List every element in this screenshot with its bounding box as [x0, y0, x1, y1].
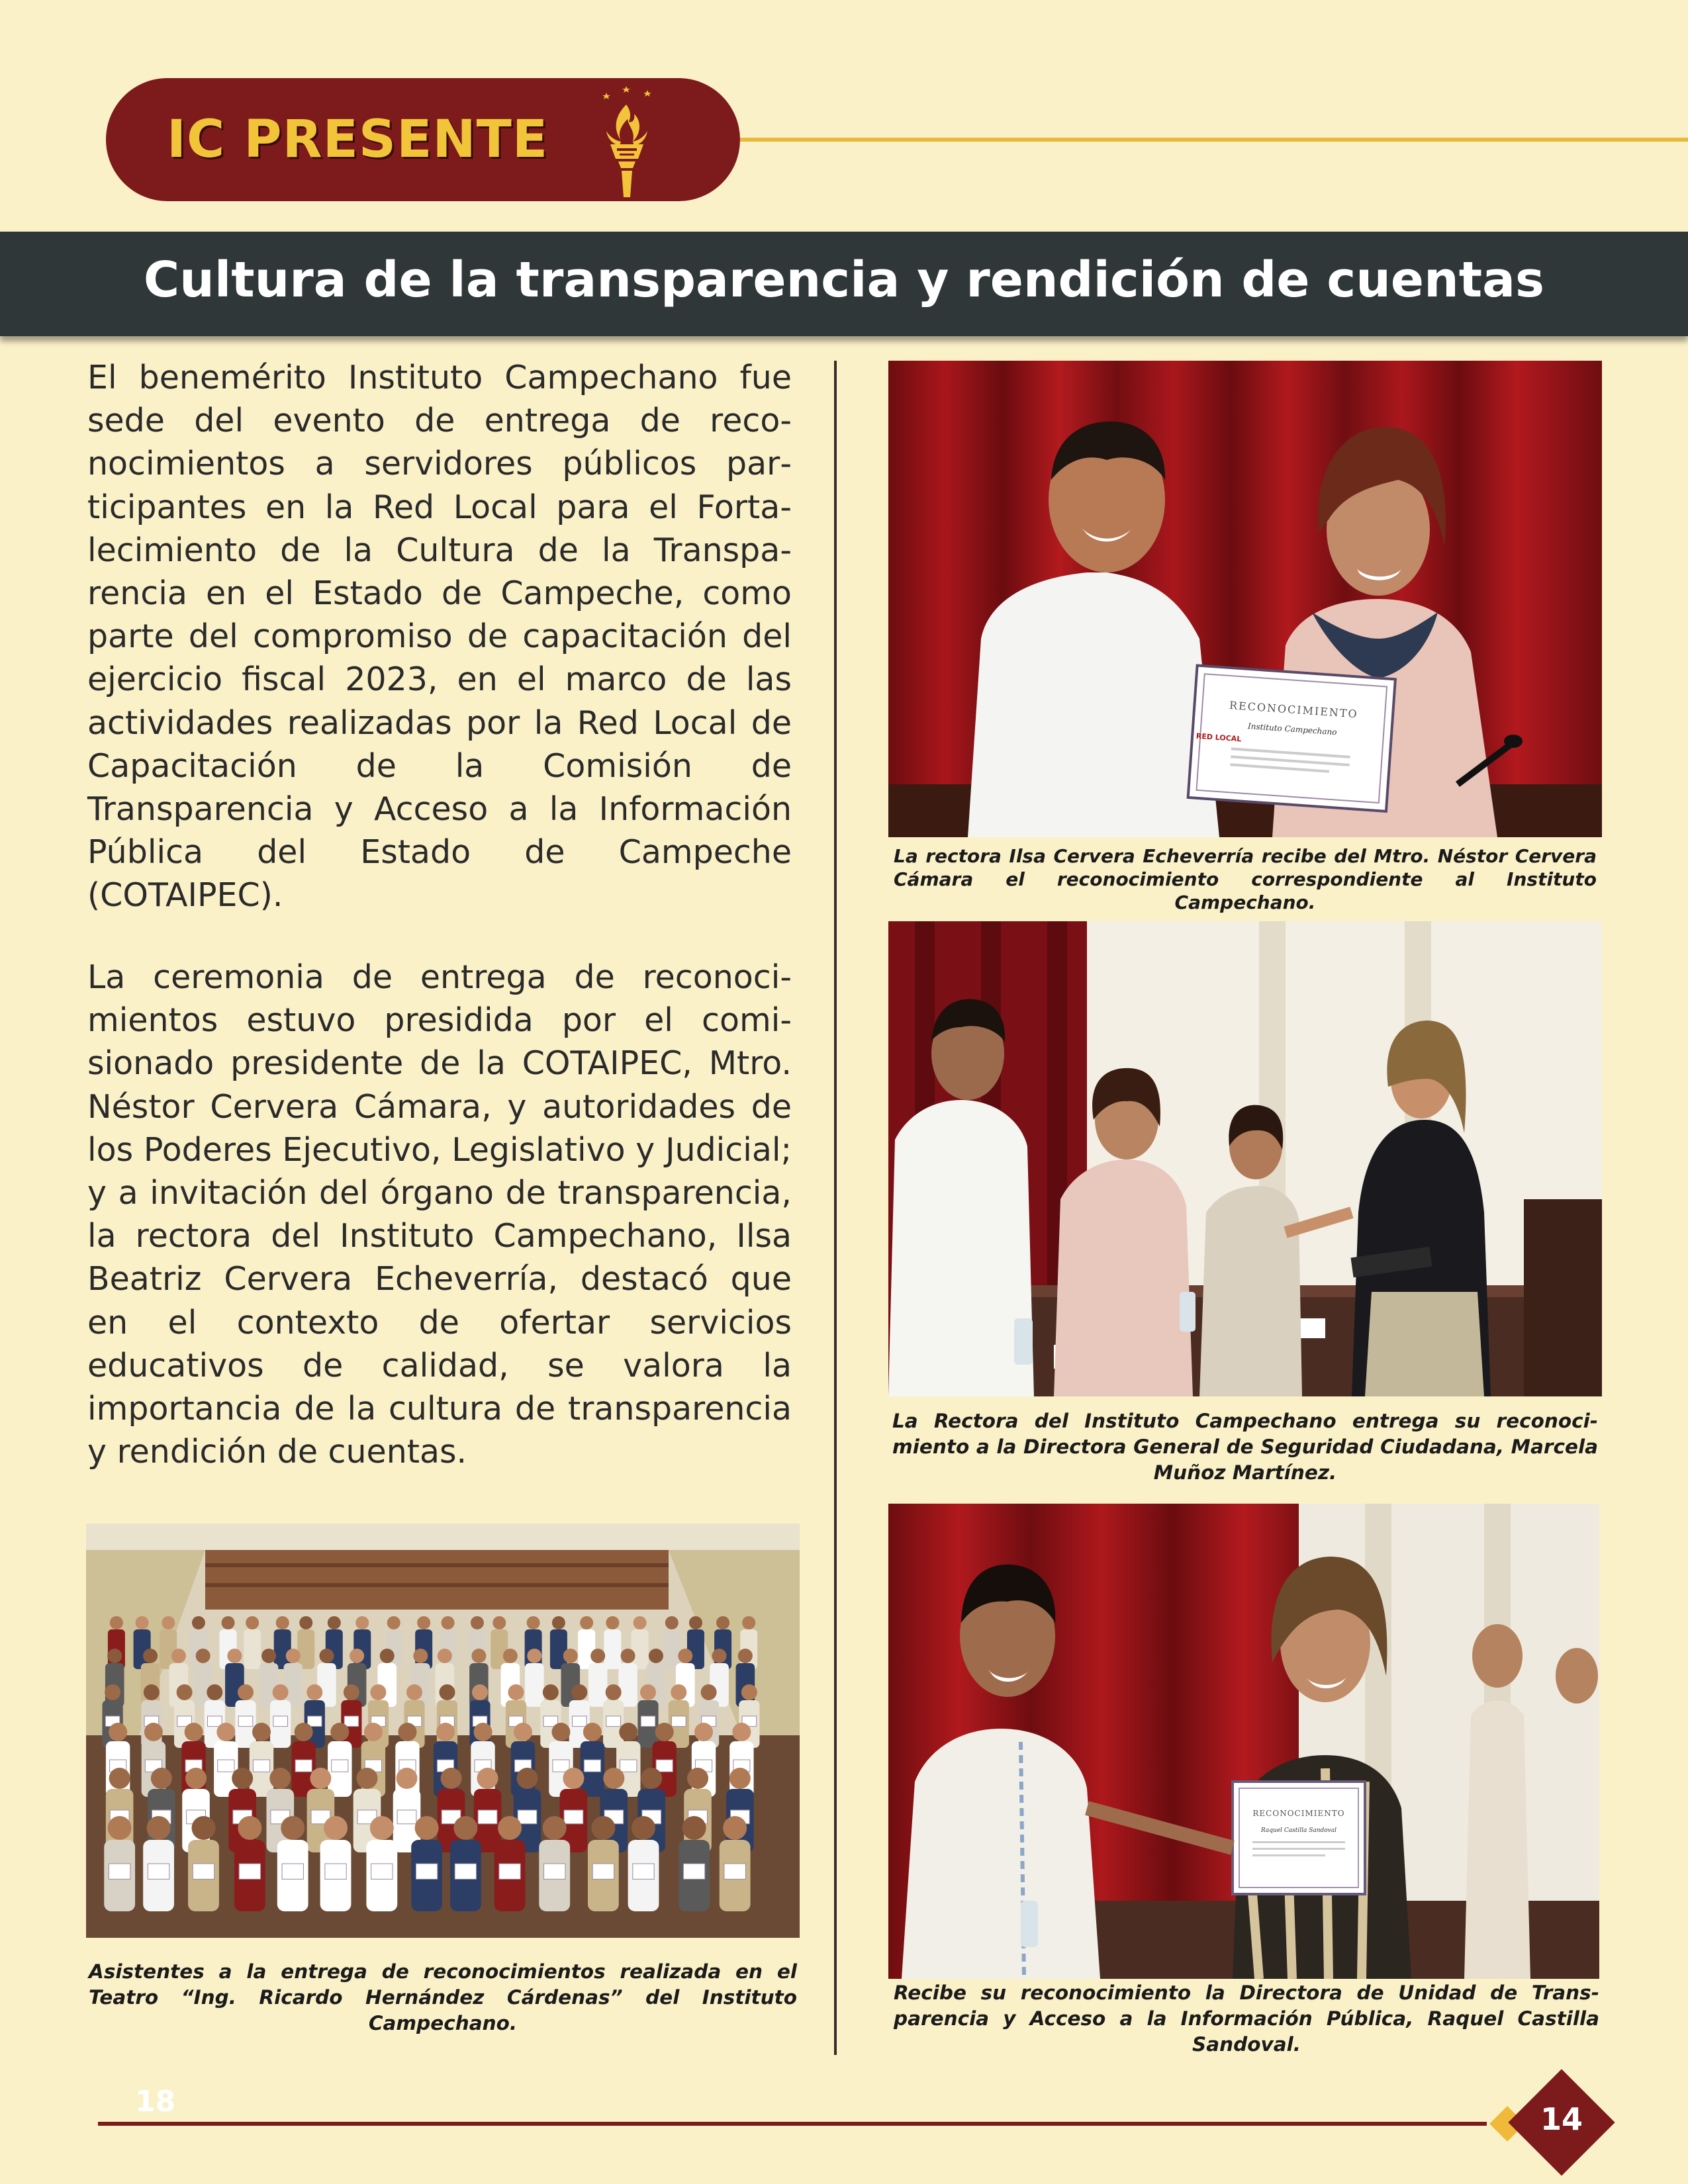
attendee-head	[306, 1684, 322, 1700]
attendee-head	[516, 1768, 538, 1789]
attendee-head	[442, 1616, 455, 1629]
attendee-head	[136, 1616, 149, 1629]
attendee-head	[286, 1649, 301, 1663]
attendee-head	[580, 1616, 593, 1629]
attendee-head	[689, 1616, 702, 1629]
section-header-pill	[106, 78, 740, 201]
certificate-held	[148, 1864, 169, 1879]
attendee-head	[295, 1723, 313, 1741]
attendee-head	[380, 1649, 395, 1663]
certificate-held	[584, 1760, 600, 1772]
attendee-head	[633, 1616, 647, 1629]
attendee-head	[370, 1816, 394, 1840]
certificate-held	[606, 1716, 621, 1727]
attendee-head	[671, 1684, 686, 1700]
certificate-held	[208, 1716, 222, 1727]
attendee-head	[109, 1768, 130, 1789]
attendee-head	[741, 1684, 757, 1700]
attendee-head	[192, 1616, 205, 1629]
attendee-head	[441, 1768, 462, 1789]
certificate-held	[553, 1760, 569, 1772]
certificate-held	[478, 1810, 497, 1824]
attendee-head	[571, 1684, 587, 1700]
attendee-head	[330, 1723, 349, 1741]
attendee-head	[238, 1816, 261, 1840]
attendee-head	[665, 1616, 679, 1629]
certificate-held	[572, 1716, 586, 1727]
attendee-head	[387, 1616, 400, 1629]
photo-caption-3: Recibe su reconocimiento la Directora de Unidad de Transparencia y Acceso a la Información Pública, Raquel Castilla Sandoval.	[894, 1981, 1599, 2056]
attendee-head	[603, 1768, 624, 1789]
attendee-head	[108, 1816, 132, 1840]
attendee-head	[687, 1768, 708, 1789]
attendee-head	[109, 1723, 127, 1741]
attendee-head	[177, 1684, 193, 1700]
certificate-held	[592, 1864, 614, 1879]
attendee-head	[678, 1649, 692, 1663]
attendee-head	[527, 1649, 541, 1663]
section-label: IC PRESENTE	[167, 110, 549, 169]
attendee-head	[185, 1768, 207, 1789]
attendee-head	[606, 1684, 622, 1700]
certificate-recipient: Instituto Campechano	[1247, 721, 1337, 737]
certificate-held	[273, 1716, 288, 1727]
certificate-held	[238, 1716, 253, 1727]
attendee-head	[436, 1723, 455, 1741]
attendee-head	[191, 1816, 215, 1840]
attendee-head	[107, 1649, 122, 1663]
attendee-head	[355, 1616, 369, 1629]
attendee-head	[621, 1649, 635, 1663]
attendee-figure	[525, 1663, 544, 1707]
attendee-head	[742, 1616, 755, 1629]
certificate-held	[672, 1716, 686, 1727]
certificate-held	[193, 1864, 214, 1879]
attendee-head	[438, 1649, 452, 1663]
attendee-head	[227, 1649, 242, 1663]
footer-page-number-left: 18	[135, 2085, 176, 2118]
photo-caption-1: La rectora Ilsa Cervera Echeverría recibe del Mtro. Néstor Cervera Cámara el reconocimiento correspondiente al Instituto Campechano.	[894, 845, 1597, 913]
attendee-head	[252, 1723, 271, 1741]
attendee-head	[729, 1768, 751, 1789]
certificate-held	[397, 1810, 416, 1824]
attendee-head	[171, 1649, 186, 1663]
certificate-heading: RECONOCIMIENTO	[1229, 699, 1359, 721]
attendee-head	[143, 1649, 158, 1663]
attendee-head	[406, 1684, 422, 1700]
attendee-head	[151, 1768, 172, 1789]
certificate-held	[499, 1864, 520, 1879]
attendee-head	[398, 1723, 416, 1741]
attendee-head	[543, 1816, 567, 1840]
attendee-head	[370, 1684, 386, 1700]
attendee-head	[738, 1649, 753, 1663]
attendee-head	[732, 1723, 751, 1741]
attendee-head	[144, 1684, 160, 1700]
attendee-head	[162, 1616, 175, 1629]
certificate-recipient: Raquel Castilla Sandoval	[1260, 1827, 1337, 1834]
photo-group-attendees	[86, 1524, 800, 1938]
attendee-head	[246, 1616, 259, 1629]
certificate-held	[109, 1864, 130, 1879]
footer-page-number-right: 14	[1540, 2101, 1583, 2137]
attendee-head	[527, 1616, 540, 1629]
attendee-head	[185, 1723, 203, 1741]
certificate-held	[325, 1864, 346, 1879]
torch-icon	[580, 85, 673, 201]
attendee-head	[356, 1768, 377, 1789]
certificate-held	[332, 1760, 348, 1772]
attendee-head	[477, 1768, 498, 1789]
certificate-logo: RED LOCAL	[1196, 731, 1242, 744]
attendee-figure	[618, 1663, 637, 1707]
attendee-head	[508, 1684, 524, 1700]
photo-award-instituto	[888, 361, 1602, 837]
attendee-head	[397, 1768, 418, 1789]
attendee-head	[196, 1649, 211, 1663]
attendee-head	[281, 1816, 305, 1840]
certificate-held	[218, 1760, 234, 1772]
attendee-head	[261, 1649, 276, 1663]
attendee-head	[269, 1768, 291, 1789]
attendee-head	[514, 1723, 532, 1741]
attendee-head	[110, 1616, 123, 1629]
attendee-head	[590, 1649, 605, 1663]
title-bar	[0, 232, 1688, 336]
attendee-figure	[588, 1663, 608, 1707]
attendee-head	[716, 1616, 729, 1629]
attendee-head	[328, 1616, 341, 1629]
certificate-held	[544, 1864, 565, 1879]
certificate-heading: RECONOCIMIENTO	[1252, 1809, 1345, 1818]
attendee-figure	[244, 1629, 261, 1669]
certificate-held	[683, 1864, 704, 1879]
attendee-head	[543, 1684, 559, 1700]
certificate-held	[307, 1716, 322, 1727]
photo-award-transparencia	[888, 1504, 1599, 1979]
attendee-head	[453, 1816, 477, 1840]
attendee-head	[413, 1649, 428, 1663]
footer-rule	[98, 2122, 1487, 2126]
attendee-head	[591, 1816, 615, 1840]
attendee-figure	[604, 1629, 621, 1669]
certificate-held	[253, 1760, 269, 1772]
attendee-head	[144, 1723, 163, 1741]
certificate-held	[455, 1864, 476, 1879]
certificate-held	[239, 1864, 260, 1879]
attendee-head	[583, 1723, 602, 1741]
attendee-head	[694, 1723, 713, 1741]
certificate-held	[620, 1760, 637, 1772]
attendee-head	[472, 1684, 488, 1700]
attendee-head	[232, 1768, 253, 1789]
attendee-figure	[663, 1629, 680, 1669]
attendee-head	[222, 1616, 235, 1629]
attendee-head	[492, 1616, 506, 1629]
attendee-head	[299, 1616, 312, 1629]
certificate-held	[344, 1716, 359, 1727]
attendee-figure	[578, 1629, 595, 1669]
article-paragraph-1: El benemérito Instituto Campechano fue sede del evento de entrega de reconocimientos a servidores públicos participantes en la Red Local para el Fortalecimiento de la Cultura de la Transparencia en el Estado de Campeche, como parte del compromiso de capacitación del ejercicio fiscal 2023, en el marco de las actividades realizadas por la Red Local de Capacitación de la Comisión de Transparencia y Acceso a la Información Pública del Estado de Campeche (COTAIPEC).	[87, 359, 792, 915]
attendee-head	[682, 1816, 706, 1840]
attendee-head	[471, 1616, 484, 1629]
photo-caption-4: Asistentes a la entrega de reconocimientos realizada en el Teatro “Ing. Ricardo Hernández Cárdenas” del Instituto Campechano.	[89, 1960, 797, 2034]
attendee-head	[276, 1616, 289, 1629]
certificate-held	[633, 1864, 654, 1879]
header-rule	[740, 138, 1688, 142]
certificate-held	[371, 1864, 393, 1879]
attendee-head	[712, 1649, 727, 1663]
attendee-head	[147, 1816, 171, 1840]
attendee-head	[344, 1684, 359, 1700]
attendee-figure	[632, 1629, 649, 1669]
certificate-held	[641, 1716, 655, 1727]
certificate-held	[656, 1760, 673, 1772]
attendee-head	[440, 1684, 455, 1700]
attendee-head	[471, 1649, 486, 1663]
attendee-head	[632, 1816, 655, 1840]
certificate-held	[295, 1760, 312, 1772]
attendee-head	[207, 1684, 222, 1700]
article-title: Cultura de la transparencia y rendición de cuentas	[143, 251, 1545, 308]
attendee-head	[563, 1768, 584, 1789]
attendee-head	[273, 1684, 289, 1700]
attendee-head	[474, 1723, 492, 1741]
attendee-head	[641, 1768, 662, 1789]
attendee-head	[551, 1723, 570, 1741]
photo-caption-2: La Rectora del Instituto Campechano entrega su reconocimiento a la Directora General de Seguridad Ciudadana, Marcela Muñoz Martínez.	[892, 1410, 1598, 1484]
certificate-held	[416, 1864, 437, 1879]
attendee-head	[640, 1684, 656, 1700]
attendee-head	[415, 1816, 439, 1840]
article-paragraph-2: La ceremonia de entrega de reconocimientos estuvo presidida por el comisionado presidente de la COTAIPEC, Mtro. Néstor Cervera Cámara, y autoridades de los Poderes Ejecutivo, Legislativo y Judicial; y a invitación del órgano de transparencia, la rectora del Instituto Campechano, Ilsa Beatriz Cervera Echeverría, destacó que en el contexto de ofertar servicios educativos de calidad, se valora la importancia de la cultura de transparencia y rendición de cuentas.	[87, 958, 792, 1471]
attendee-head	[105, 1684, 120, 1700]
attendee-head	[310, 1768, 331, 1789]
attendee-figure	[550, 1629, 567, 1669]
attendee-head	[619, 1723, 637, 1741]
attendee-head	[606, 1616, 619, 1629]
attendee-head	[723, 1816, 747, 1840]
attendee-head	[350, 1649, 364, 1663]
attendee-head	[216, 1723, 235, 1741]
certificate-held	[564, 1810, 583, 1824]
attendee-head	[655, 1723, 674, 1741]
attendee-head	[563, 1649, 578, 1663]
attendee-figure	[297, 1629, 314, 1669]
certificate-held	[282, 1864, 303, 1879]
attendee-head	[417, 1616, 430, 1629]
attendee-head	[498, 1816, 522, 1840]
attendee-head	[238, 1684, 254, 1700]
certificate-held	[724, 1864, 745, 1879]
attendee-head	[552, 1616, 565, 1629]
attendee-head	[701, 1684, 717, 1700]
attendee-head	[649, 1649, 663, 1663]
photo-award-seguridad	[888, 921, 1602, 1396]
column-divider	[834, 361, 837, 2055]
attendee-head	[364, 1723, 383, 1741]
attendee-head	[503, 1649, 518, 1663]
certificate-held	[518, 1810, 537, 1824]
attendee-head	[319, 1649, 334, 1663]
attendee-head	[324, 1816, 348, 1840]
